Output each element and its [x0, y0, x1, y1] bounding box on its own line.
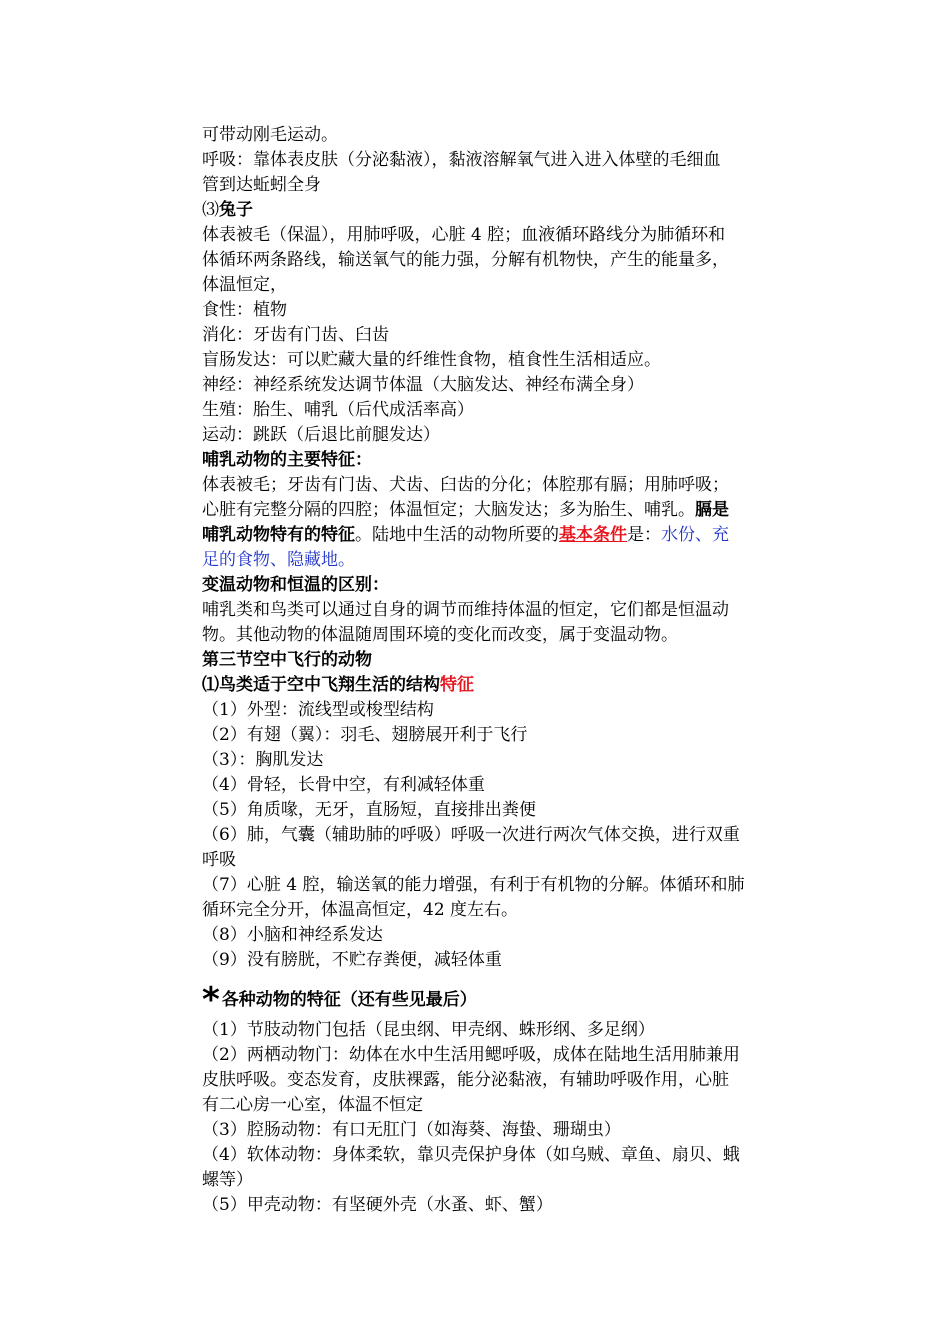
text-line: 呼吸：靠体表皮肤（分泌黏液），黏液溶解氧气进入进入体壁的毛细血 [202, 150, 721, 170]
text-line: 体表被毛；牙齿有门齿、犬齿、臼齿的分化；体腔那有膈；用肺呼吸； [202, 475, 729, 495]
list-item: （1）节肢动物门包括（昆虫纲、甲壳纲、蛛形纲、多足纲） [202, 1020, 655, 1040]
list-item: （1）外型：流线型或梭型结构 [202, 700, 434, 720]
document-page [202, 123, 806, 1218]
list-item: （4）骨轻，长骨中空，有利减轻体重 [202, 775, 485, 795]
list-item: （3）腔肠动物：有口无肛门（如海葵、海蛰、珊瑚虫） [202, 1120, 621, 1140]
rabbit-heading [202, 198, 806, 223]
text-line: 体温恒定， [202, 275, 287, 295]
highlight-blue-text: 足的食物、隐藏地。 [202, 550, 355, 570]
text-span: 是： [627, 525, 661, 545]
text-span: 心脏有完整分隔的四腔；体温恒定；大脑发达；多为胎生、哺乳。 [202, 500, 695, 520]
text-span: 。陆地中生活的动物所要的 [355, 525, 559, 545]
text-line: 哺乳类和鸟类可以通过自身的调节而维持体温的恒定，它们都是恒温动 [202, 600, 729, 620]
spacer [202, 973, 806, 983]
text-line: 神经：神经系统发达调节体温（大脑发达、神经布满全身） [202, 375, 644, 395]
asterisk-icon: * [202, 980, 220, 1020]
text-line [202, 523, 806, 548]
section-heading: 第三节空中飞行的动物 [202, 650, 372, 670]
list-item: （2）两栖动物门：幼体在水中生活用鳃呼吸，成体在陆地生活用肺兼用 [202, 1045, 740, 1065]
highlight-red-text: 基本条件 [559, 525, 627, 545]
list-item: 循环完全分开，体温高恒定，42 度左右。 [202, 900, 519, 920]
list-item: （6）肺，气囊（辅助肺的呼吸）呼吸一次进行两次气体交换，进行双重 [202, 825, 740, 845]
text-line: 运动：跳跃（后退比前腿发达） [202, 425, 440, 445]
list-item: （9）没有膀胱，不贮存粪便，减轻体重 [202, 950, 502, 970]
animal-features-heading [202, 980, 806, 1020]
text-line: 食性：植物 [202, 300, 287, 320]
heading-text: 各种动物的特征（还有些见最后） [221, 990, 477, 1010]
text-line: 体循环两条路线，输送氧气的能力强，分解有机物快，产生的能量多， [202, 250, 729, 270]
bold-text: 哺乳动物特有的特征 [202, 525, 355, 545]
heading-text: 鸟类适于空中飞翔生活的结构 [219, 675, 440, 695]
list-item: 皮肤呼吸。变态发育，皮肤裸露，能分泌黏液，有辅助呼吸作用，心脏 [202, 1070, 729, 1090]
text-line [202, 498, 806, 523]
highlight-red-text: 特征 [440, 675, 474, 695]
list-item: （3）：胸肌发达 [202, 750, 324, 770]
list-item: 有二心房一心室，体温不恒定 [202, 1095, 423, 1115]
text-line: 盲肠发达：可以贮藏大量的纤维性食物，植食性生活相适应。 [202, 350, 661, 370]
highlight-blue-text: 水份、充 [661, 525, 729, 545]
text-line: 物。其他动物的体温随周围环境的变化而改变，属于变温动物。 [202, 625, 678, 645]
text-line: 可带动刚毛运动。 [202, 125, 338, 145]
text-line: 体表被毛（保温），用肺呼吸，心脏 4 腔；血液循环路线分为肺循环和 [202, 225, 726, 245]
text-line: 消化：牙齿有门齿、臼齿 [202, 325, 389, 345]
mammal-features-heading: 哺乳动物的主要特征： [202, 450, 372, 470]
list-item: 呼吸 [202, 850, 236, 870]
bird-features-heading [202, 673, 806, 698]
text-line: 管到达蚯蚓全身 [202, 175, 321, 195]
list-item: （7）心脏 4 腔，输送氧的能力增强，有利于有机物的分解。体循环和肺 [202, 875, 745, 895]
bold-text: 膈是 [695, 500, 729, 520]
list-item: （8）小脑和神经系发达 [202, 925, 383, 945]
list-item: （4）软体动物：身体柔软，靠贝壳保护身体（如乌贼、章鱼、扇贝、蛾 [202, 1145, 740, 1165]
list-item: （5）甲壳动物：有坚硬外壳（水蚤、虾、蟹） [202, 1195, 553, 1215]
list-item: （5）角质喙，无牙，直肠短，直接排出粪便 [202, 800, 536, 820]
heading-text: 兔子 [219, 200, 253, 220]
list-number: ⑴ [202, 675, 219, 695]
list-item: 螺等） [202, 1170, 253, 1190]
temperature-heading: 变温动物和恒温的区别： [202, 575, 389, 595]
list-number: ⑶ [202, 200, 219, 220]
text-line: 生殖：胎生、哺乳（后代成活率高） [202, 400, 474, 420]
list-item: （2）有翅（翼）：羽毛、翅膀展开利于飞行 [202, 725, 528, 745]
